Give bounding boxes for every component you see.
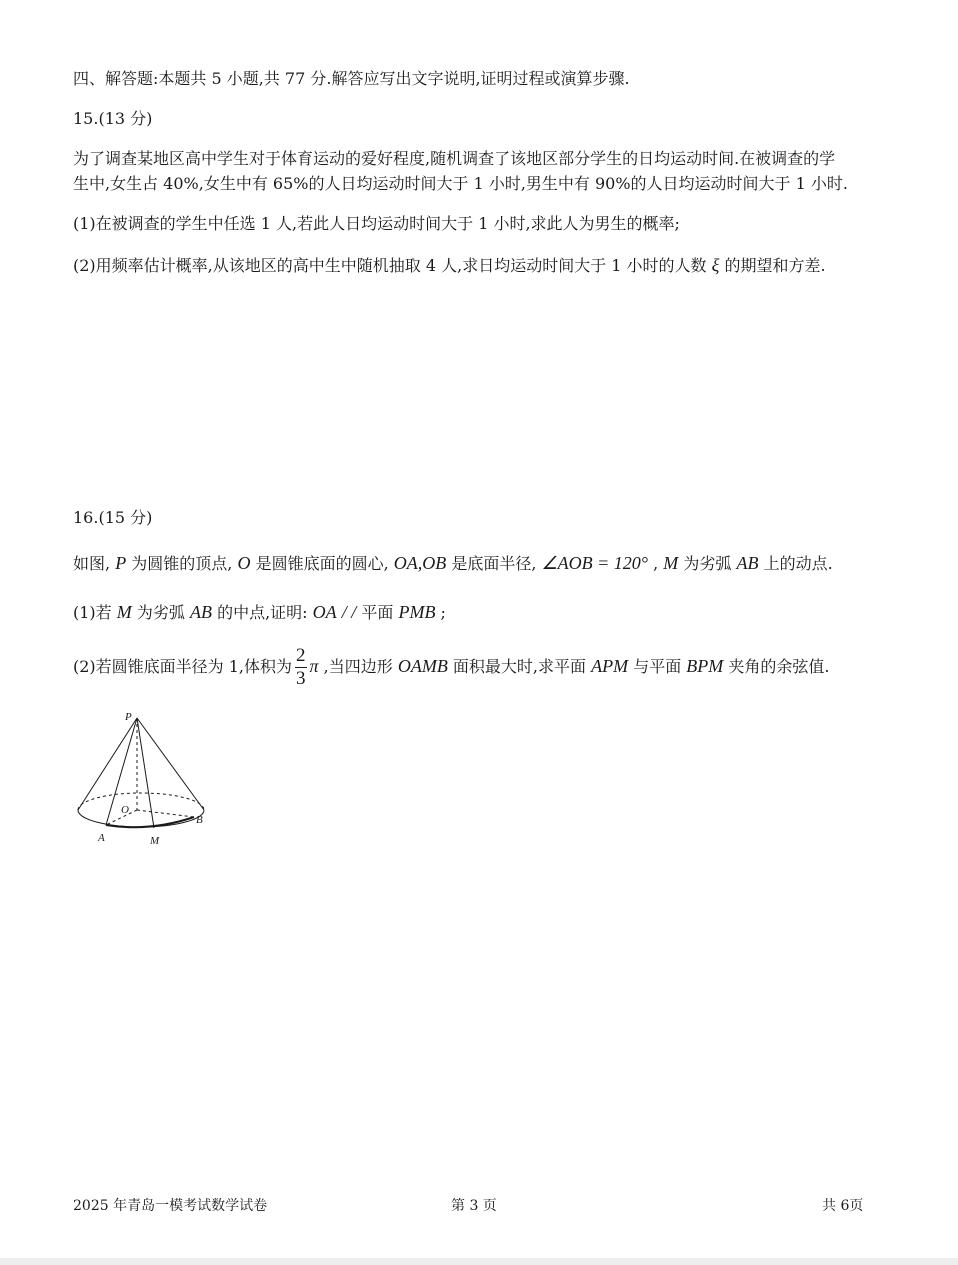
q16-part1-text: (1)若 xyxy=(73,603,112,622)
math-var-oamb: OAMB xyxy=(397,656,448,676)
label-o: O xyxy=(121,804,129,816)
q16-part2-text: (2)若圆锥底面半径为 1,体积为 xyxy=(73,657,293,676)
cone-right-edge xyxy=(137,718,204,810)
q16-stem-text: 如图, xyxy=(73,554,111,573)
section-header: 四、解答题:本题共 5 小题,共 77 分.解答应写出文字说明,证明过程或演算步骤. xyxy=(73,69,630,88)
label-a: A xyxy=(98,832,105,844)
q16-stem-text: 是圆锥底面的圆心, xyxy=(255,554,389,573)
fraction-two-thirds xyxy=(295,646,307,689)
math-var-m: M xyxy=(116,602,132,622)
q16-stem-text: 为劣弧 xyxy=(683,554,732,573)
q15-part2-variable: ξ xyxy=(711,255,720,275)
q15-part2 xyxy=(73,254,826,277)
q15-part1: (1)在被调查的学生中任选 1 人,若此人日均运动时间大于 1 小时,求此人为男生的概率; xyxy=(73,214,680,233)
label-m: M xyxy=(150,835,160,847)
q15-part2-text-b: 的期望和方差. xyxy=(724,256,826,275)
math-angle-aob: ∠AOB = 120° xyxy=(541,553,649,573)
cone-left-edge xyxy=(78,718,137,810)
math-var-ab: AB xyxy=(736,553,759,573)
q16-stem-text: 是底面半径, xyxy=(451,554,537,573)
footer-exam-title: 2025 年青岛一模考试数学试卷 xyxy=(73,1198,268,1214)
footer-total-pages: 共 6页 xyxy=(822,1198,864,1214)
cone-base-back-arc xyxy=(78,793,204,810)
q15-part2-text-a: (2)用频率估计概率,从该地区的高中生中随机抽取 4 人,求日均运动时间大于 1 小时的人数 xyxy=(73,256,707,275)
math-var-o: O xyxy=(237,553,251,573)
q16-stem-text: , xyxy=(653,554,659,573)
math-var-oa: OA xyxy=(312,602,337,622)
q15-stem-line2: 生中,女生占 40%,女生中有 65%的人日均运动时间大于 1 小时,男生中有 90%的人日均运动时间大于 1 小时. xyxy=(73,174,848,193)
footer-page-number: 第 3 页 xyxy=(451,1198,497,1214)
math-var-p: P xyxy=(115,553,127,573)
math-var-bpm: BPM xyxy=(686,656,724,676)
math-var-m: M xyxy=(663,553,679,573)
q16-stem-text: 为圆锥的顶点, xyxy=(131,554,233,573)
q16-part1-text: ; xyxy=(440,603,446,622)
math-pi: π xyxy=(309,656,319,676)
q15-stem-line1: 为了调查某地区高中学生对于体育运动的爱好程度,随机调查了该地区部分学生的日均运动时间.在被调查的学 xyxy=(73,149,836,168)
q16-part2-text: ,当四边形 xyxy=(323,657,393,676)
q16-part1-text: 为劣弧 xyxy=(136,603,185,622)
q16-number: 16.(15 分) xyxy=(73,508,153,527)
cone-figure xyxy=(70,706,215,851)
segment-ob xyxy=(137,810,194,817)
math-parallel-symbol: / / xyxy=(341,602,357,622)
math-var-pmb: PMB xyxy=(398,602,436,622)
q16-part2-text: 与平面 xyxy=(633,657,682,676)
fraction-numerator: 2 xyxy=(296,645,306,666)
math-var-apm: APM xyxy=(591,656,629,676)
label-p: P xyxy=(125,711,132,723)
q16-part1-text: 的中点,证明: xyxy=(217,603,308,622)
q16-part2-text: 夹角的余弦值. xyxy=(728,657,830,676)
math-var-ab: AB xyxy=(189,602,212,622)
fraction-denominator: 3 xyxy=(296,668,306,689)
q16-part2 xyxy=(73,644,829,689)
q16-stem-text: 上的动点. xyxy=(763,554,833,573)
q16-part1 xyxy=(73,601,446,624)
math-var-oa-ob: OA,OB xyxy=(393,553,447,573)
q16-part2-text: 面积最大时,求平面 xyxy=(452,657,587,676)
q16-stem xyxy=(73,552,833,575)
q15-number: 15.(13 分) xyxy=(73,109,153,128)
label-b: B xyxy=(196,814,203,826)
q16-part1-text: 平面 xyxy=(361,603,394,622)
cone-base-front-arc xyxy=(78,810,204,827)
viewer-bottom-bar xyxy=(0,1258,958,1265)
